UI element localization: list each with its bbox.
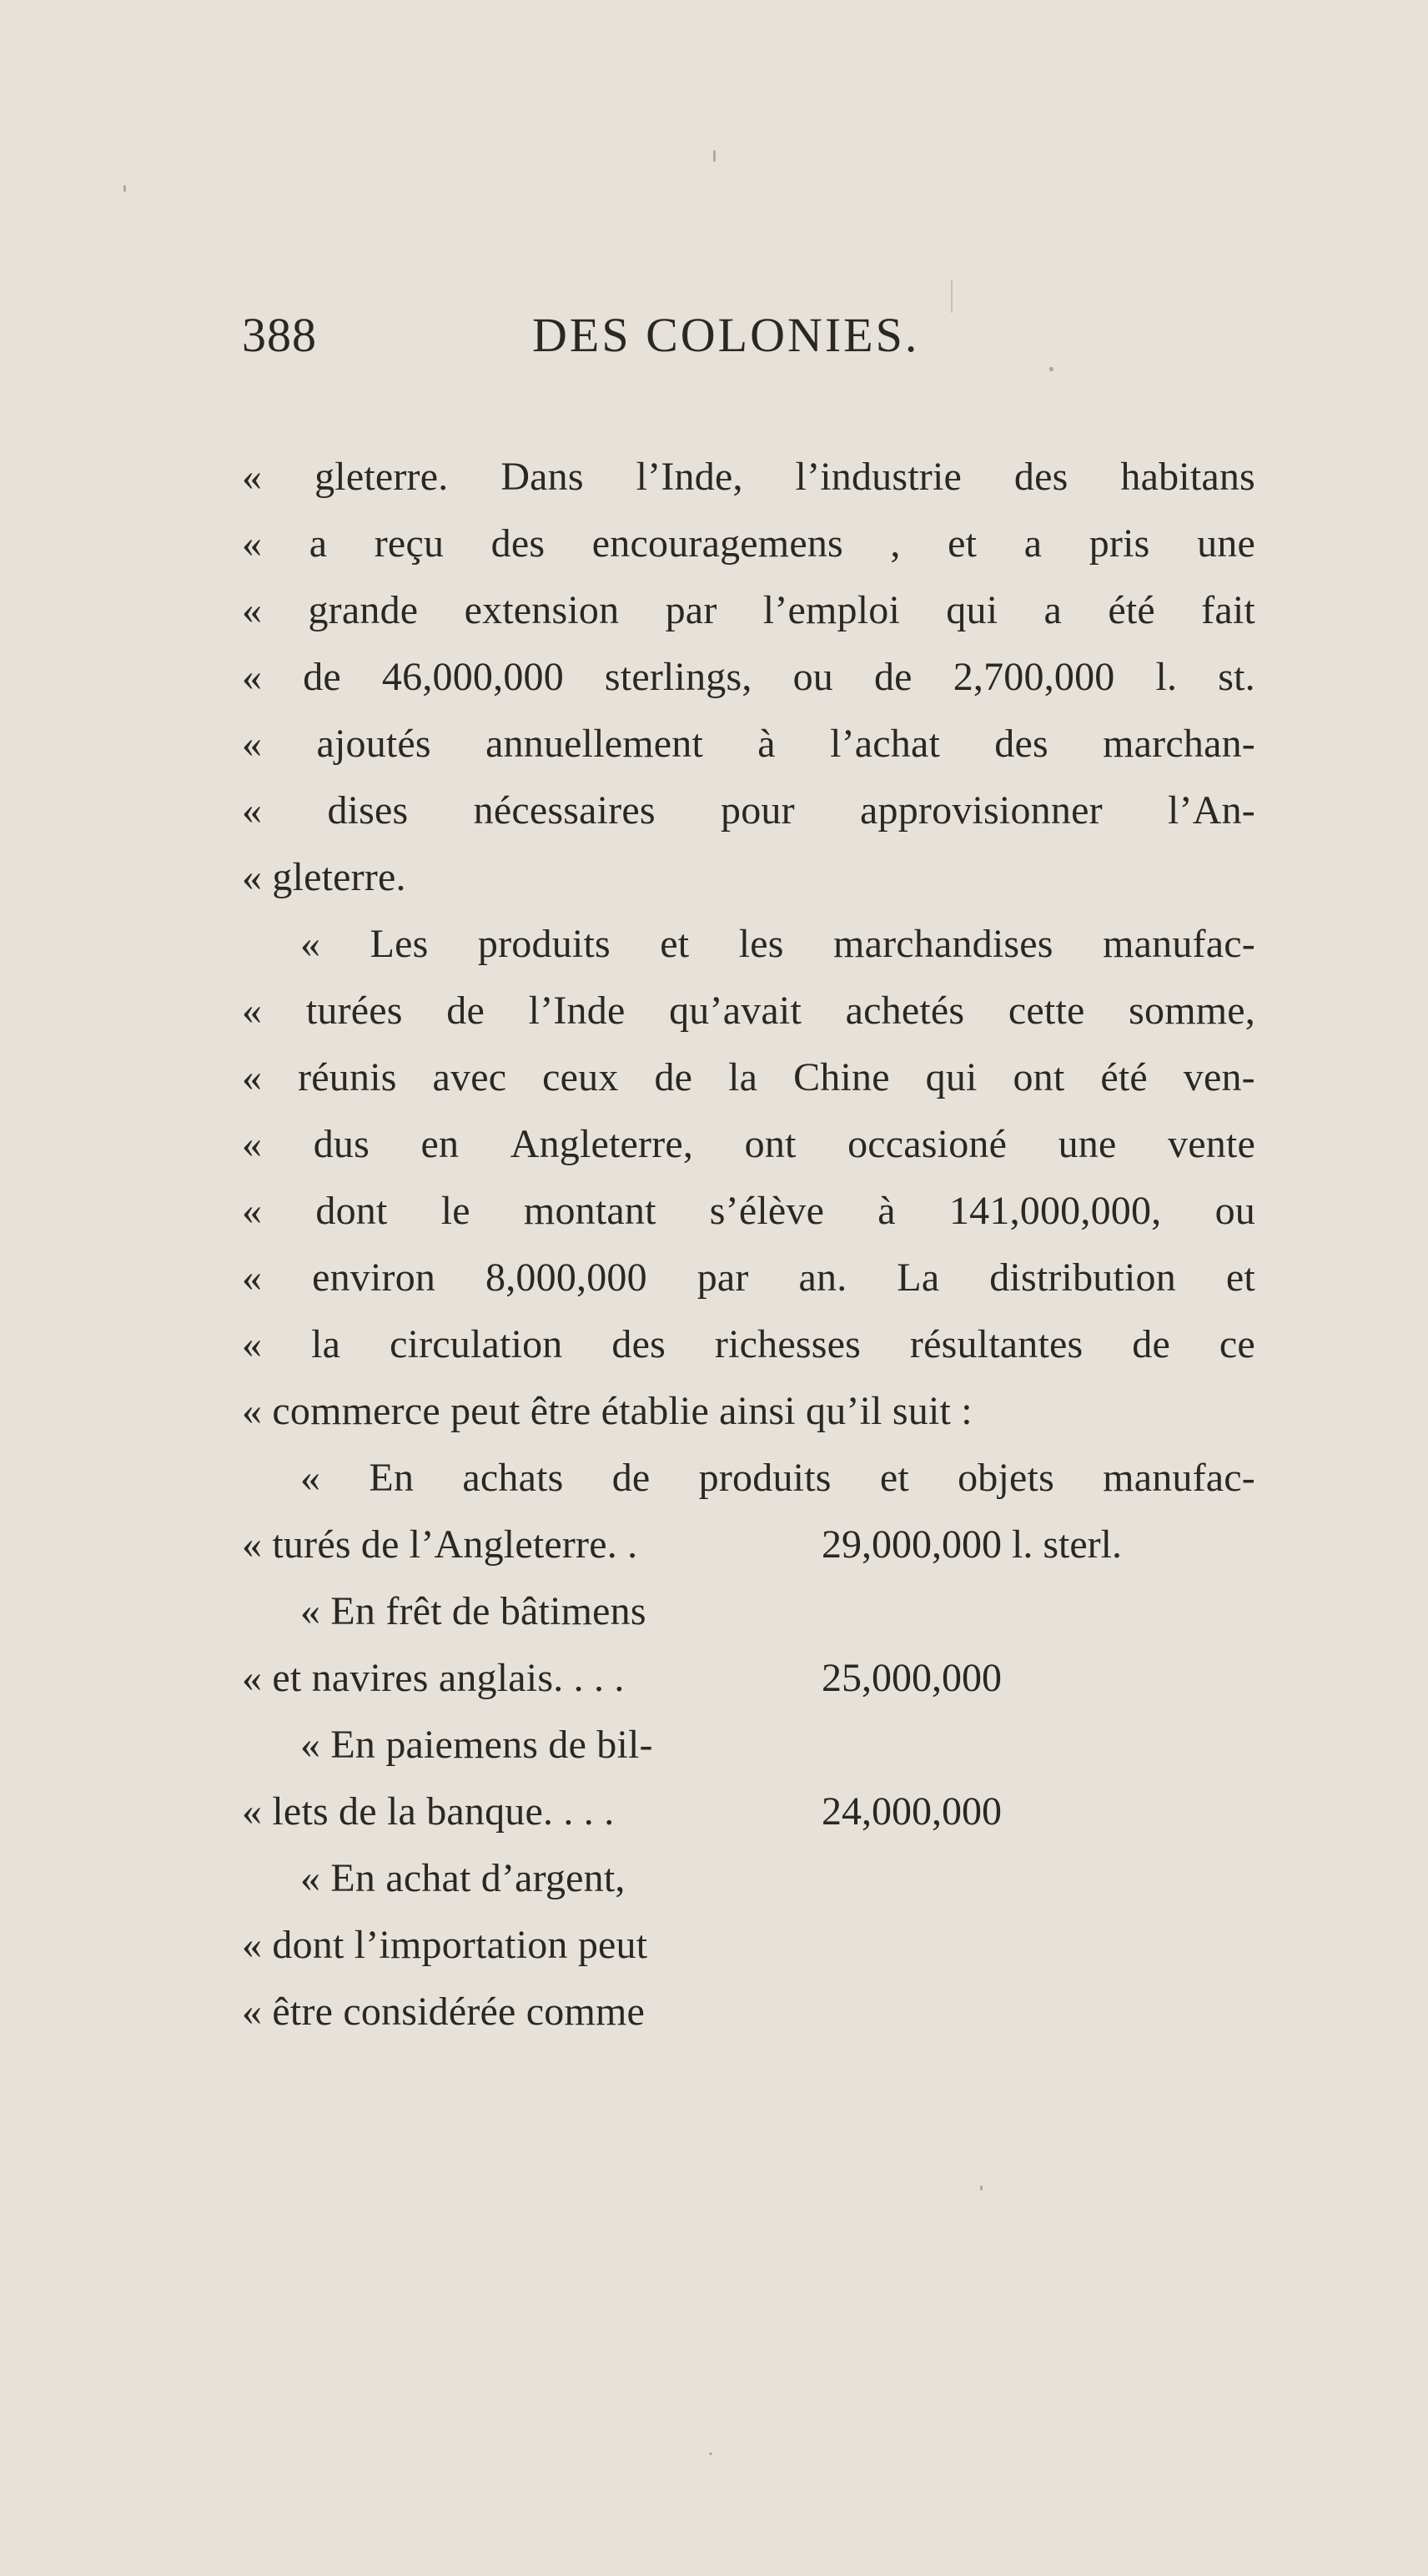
text-line: « a reçu des encouragemens , et a pris une [242, 521, 1255, 566]
paragraph-start-line: « Les produits et les marchandises manufac- [300, 922, 1255, 966]
paper-speck [980, 2186, 983, 2191]
text-line: « commerce peut être établie ainsi qu’il suit : [242, 1389, 973, 1433]
ledger-label: « En paiemens de bil- [300, 1723, 653, 1767]
paper-speck [951, 279, 953, 313]
text-line: « de 46,000,000 sterlings, ou de 2,700,000 l. st. [242, 655, 1255, 699]
text-line: « dises nécessaires pour approvisionner l’An- [242, 788, 1255, 833]
text-line: « dus en Angleterre, ont occasioné une vente [242, 1122, 1255, 1166]
text-line: « la circulation des richesses résultantes de ce [242, 1322, 1255, 1366]
paper-speck [1049, 367, 1053, 371]
running-title: DES COLONIES. [532, 308, 920, 362]
ledger-label: « et navires anglais. . . . [242, 1656, 625, 1700]
ledger-label: « dont l’importation peut [242, 1923, 648, 1967]
text-line: « gleterre. Dans l’Inde, l’industrie des habitans [242, 455, 1255, 499]
ledger-label: « être considérée comme [242, 1990, 646, 2034]
ledger-amount: 25,000,000 [822, 1656, 1002, 1700]
text-line: « réunis avec ceux de la Chine qui ont été ven- [242, 1055, 1255, 1099]
ledger-amount: 29,000,000 l. sterl. [822, 1522, 1122, 1567]
paper-speck [123, 185, 126, 192]
paper-speck [713, 150, 716, 162]
page-number: 388 [242, 308, 317, 362]
ledger-label: « lets de la banque. . . . [242, 1789, 615, 1834]
paragraph-start-line: « En achats de produits et objets manufac- [300, 1456, 1255, 1500]
text-line: « environ 8,000,000 par an. La distribution et [242, 1255, 1255, 1300]
ledger-label: « turés de l’Angleterre. . [242, 1522, 638, 1567]
ledger-amount: 24,000,000 [822, 1789, 1002, 1834]
text-line: « grande extension par l’emploi qui a été fait [242, 588, 1255, 632]
ledger-label: « En frêt de bâtimens [300, 1589, 646, 1633]
text-line: « gleterre. [242, 855, 406, 899]
paper-speck [709, 2453, 712, 2455]
text-line: « ajoutés annuellement à l’achat des marchan- [242, 722, 1255, 766]
text-line: « turées de l’Inde qu’avait achetés cette somme, [242, 989, 1255, 1033]
text-line: « dont le montant s’élève à 141,000,000, ou [242, 1189, 1255, 1233]
ledger-label: « En achat d’argent, [300, 1856, 626, 1900]
